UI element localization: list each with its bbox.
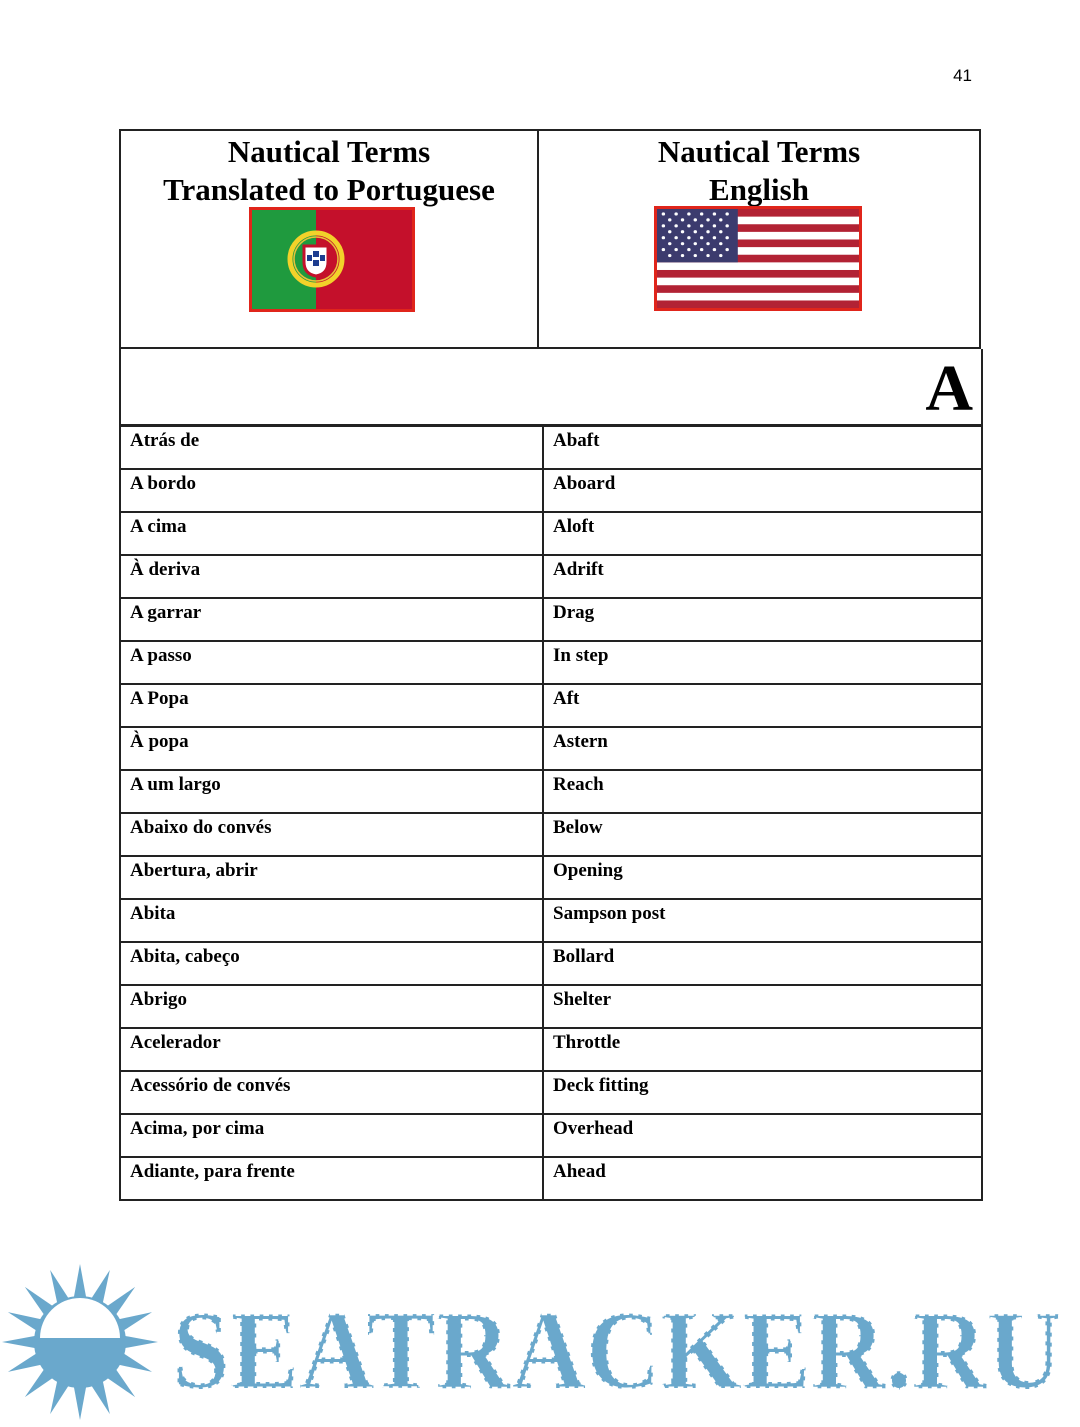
english-term: Below	[543, 813, 982, 856]
english-term: Opening	[543, 856, 982, 899]
portuguese-term: Atrás de	[120, 426, 543, 469]
english-term: Throttle	[543, 1028, 982, 1071]
english-term: Drag	[543, 598, 982, 641]
table-row	[120, 942, 982, 985]
header-english	[539, 131, 979, 347]
header-english-line1: Nautical Terms	[657, 134, 861, 169]
table-row	[120, 512, 982, 555]
portuguese-term: A passo	[120, 641, 543, 684]
portuguese-term: Adiante, para frente	[120, 1157, 543, 1200]
usa-flag-icon	[654, 206, 862, 311]
table-row	[120, 1071, 982, 1114]
section-letter: A	[925, 352, 973, 425]
portuguese-term: Abertura, abrir	[120, 856, 543, 899]
english-term: Sampson post	[543, 899, 982, 942]
english-term: Aloft	[543, 512, 982, 555]
english-term: Reach	[543, 770, 982, 813]
portuguese-term: Acelerador	[120, 1028, 543, 1071]
portuguese-term: Acima, por cima	[120, 1114, 543, 1157]
portuguese-term: A bordo	[120, 469, 543, 512]
watermark-text: SEATRACKER.RU	[172, 1289, 1062, 1413]
header-portuguese-title	[121, 133, 537, 209]
portuguese-term: A Popa	[120, 684, 543, 727]
table-row	[120, 727, 982, 770]
english-term: Deck fitting	[543, 1071, 982, 1114]
table-row	[120, 426, 982, 469]
portuguese-term: Abrigo	[120, 985, 543, 1028]
table-row	[120, 1028, 982, 1071]
portuguese-term: À popa	[120, 727, 543, 770]
portuguese-term: Abita, cabeço	[120, 942, 543, 985]
english-term: Adrift	[543, 555, 982, 598]
table-row	[120, 985, 982, 1028]
portuguese-term: Abita	[120, 899, 543, 942]
table-row	[120, 555, 982, 598]
portuguese-term: À deriva	[120, 555, 543, 598]
terms-table	[119, 425, 983, 1201]
header-table	[119, 129, 981, 349]
table-row	[120, 770, 982, 813]
portugal-flag-icon	[249, 207, 415, 312]
table-row	[120, 899, 982, 942]
english-term: Astern	[543, 727, 982, 770]
header-english-title	[539, 133, 979, 209]
english-term: Overhead	[543, 1114, 982, 1157]
english-term: In step	[543, 641, 982, 684]
english-term: Bollard	[543, 942, 982, 985]
table-row	[120, 684, 982, 727]
header-portuguese-line2: Translated to Portuguese	[163, 172, 495, 207]
header-english-line2: English	[709, 172, 809, 207]
portuguese-term: A um largo	[120, 770, 543, 813]
watermark	[0, 1262, 1080, 1422]
english-term: Abaft	[543, 426, 982, 469]
header-portuguese	[121, 131, 539, 347]
english-term: Shelter	[543, 985, 982, 1028]
portuguese-term: A cima	[120, 512, 543, 555]
table-row	[120, 641, 982, 684]
english-term: Aboard	[543, 469, 982, 512]
section-letter-row	[119, 349, 983, 426]
portuguese-term: Abaixo do convés	[120, 813, 543, 856]
english-term: Aft	[543, 684, 982, 727]
sun-icon	[2, 1264, 158, 1420]
table-row	[120, 813, 982, 856]
watermark-graphic	[0, 1262, 1080, 1422]
header-portuguese-line1: Nautical Terms	[227, 134, 431, 169]
english-term: Ahead	[543, 1157, 982, 1200]
portuguese-term: Acessório de convés	[120, 1071, 543, 1114]
table-row	[120, 856, 982, 899]
portuguese-term: A garrar	[120, 598, 543, 641]
table-row	[120, 1114, 982, 1157]
table-row	[120, 1157, 982, 1200]
table-row	[120, 469, 982, 512]
page-number: 41	[953, 66, 972, 85]
table-row	[120, 598, 982, 641]
